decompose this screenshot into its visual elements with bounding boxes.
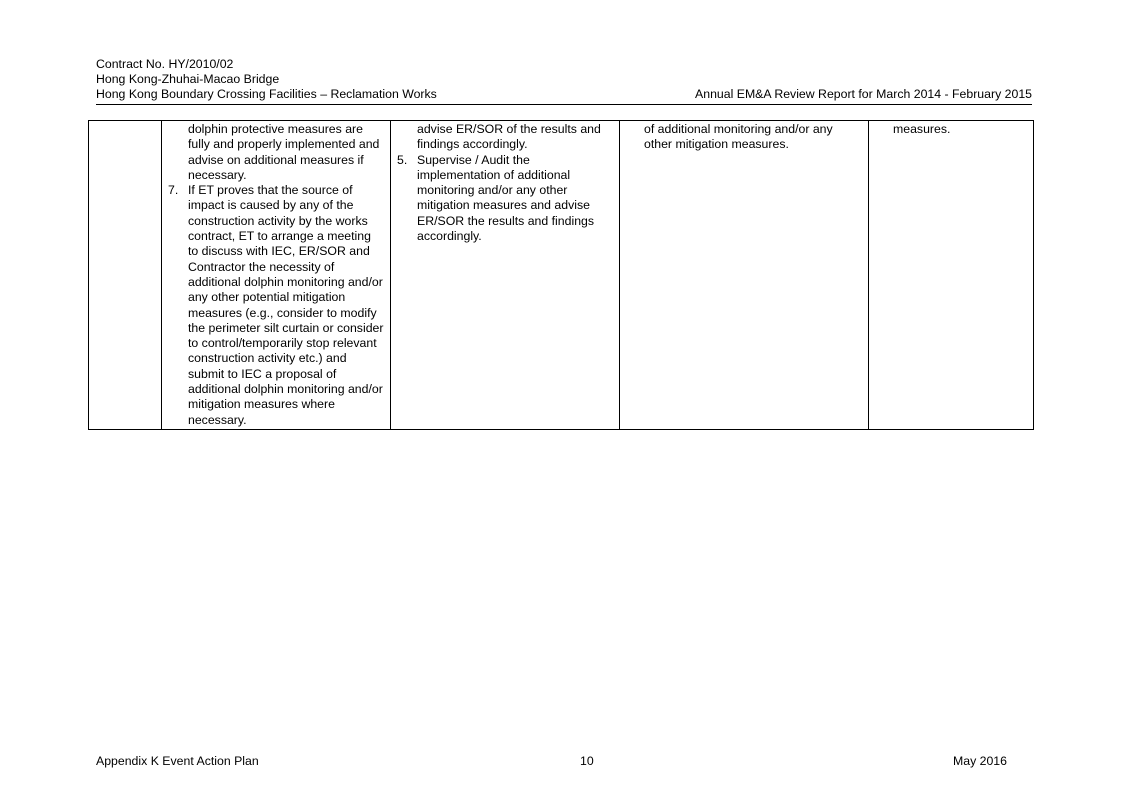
iec-action-cell — [391, 121, 620, 430]
header-divider — [96, 104, 1032, 105]
iec-continuation-text: advise ER/SOR of the results and findings accordingly. — [417, 122, 601, 152]
er-action-cell — [620, 121, 869, 430]
table-row — [89, 121, 1034, 430]
et-action-cell — [162, 121, 391, 430]
event-cell — [89, 121, 162, 430]
et-continuation-text: dolphin protective measures are fully and properly implemented and advise on additional measures if necessary. — [188, 122, 380, 182]
contractor-action-cell — [869, 121, 1034, 430]
list-item — [166, 183, 384, 428]
page-number: 10 — [580, 754, 594, 768]
contract-number: Contract No. HY/2010/02 — [96, 57, 234, 71]
item-text: If ET proves that the source of impact is caused by any of the construction activity by the works contract, ET to arrange a meeting to discuss with IEC, ER/SOR and Contractor the necessity of additional dolphin monitoring and/or any other potential mitigation measures (e.g., consider to modify the perimeter silt curtain or consider to control/temporarily stop relevant construction activity etc.) and submit to IEC a proposal of additional dolphin monitoring and/or mitigation measures where necessary. — [188, 183, 384, 427]
item-number: 5. — [397, 152, 408, 167]
project-name: Hong Kong-Zhuhai-Macao Bridge — [96, 72, 280, 86]
page-header — [96, 57, 1032, 102]
item-number: 7. — [168, 183, 179, 198]
event-action-plan-table — [88, 120, 1034, 430]
works-name: Hong Kong Boundary Crossing Facilities – Reclamation Works — [96, 87, 437, 101]
contractor-continuation-text: measures. — [893, 122, 951, 136]
list-item — [395, 153, 613, 245]
issue-date: May 2016 — [952, 754, 1007, 768]
item-text: Supervise / Audit the implementation of additional monitoring and/or any other mitigation measures and advise ER/SOR the results and findings accordingly. — [417, 152, 595, 244]
report-title: Annual EM&A Review Report for March 2014 - February 2015 — [695, 87, 1032, 101]
er-continuation-text: of additional monitoring and/or any other mitigation measures. — [644, 122, 833, 152]
appendix-label: Appendix K Event Action Plan — [96, 754, 259, 768]
